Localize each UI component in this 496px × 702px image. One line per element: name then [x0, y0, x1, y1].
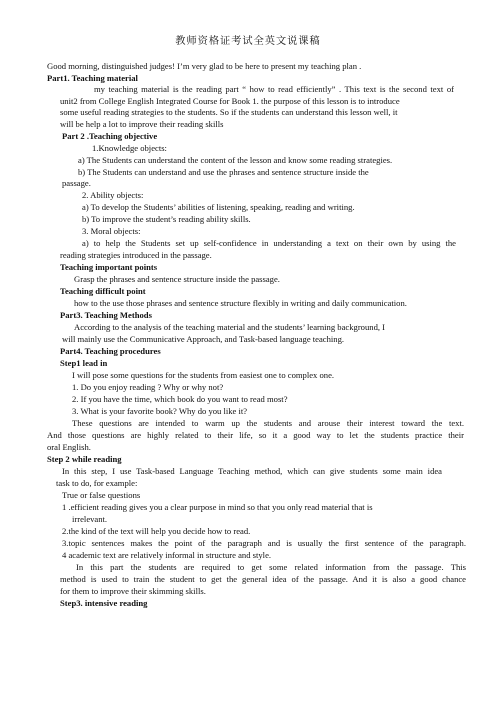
list-item: 3. What is your favorite book? Why do you like it?: [72, 406, 248, 416]
list-item: 3.topic sentences makes the point of the paragraph and is usually the first sentence of the paragraph.: [62, 538, 466, 548]
paragraph-line: how to the use those phrases and sentence structure flexibly in writing and daily communication.: [74, 298, 407, 308]
paragraph-line: will mainly use the Communicative Approach, and Task-based language teaching.: [62, 334, 345, 344]
step-heading-lead-in: Step1 lead in: [60, 358, 108, 368]
list-item-continuation: reading strategies introduced in the passage.: [60, 250, 212, 260]
section-heading-teaching-objective: Part 2 .Teaching objective: [62, 131, 158, 141]
paragraph-line: I will pose some questions for the students from easiest one to complex one.: [72, 370, 335, 380]
section-heading-important-points: Teaching important points: [60, 262, 158, 272]
paragraph-line: oral English.: [47, 442, 91, 452]
list-item: b) To improve the student’s reading ability skills.: [82, 214, 251, 224]
greeting-line: Good morning, distinguished judges! I’m very glad to be here to present my teaching plan .: [47, 61, 362, 71]
list-item: 4 academic text are relatively informal in structure and style.: [62, 550, 272, 560]
paragraph-line: unit2 from College English Integrated Course for Book 1. the purpose of this lesson is to introduce: [60, 96, 400, 106]
document-title: 教师资格证考试全英文说课稿: [175, 36, 321, 47]
paragraph-line: And those questions are highly related to their life, so it a good way to let the students practice their: [47, 430, 464, 440]
paragraph-line: Grasp the phrases and sentence structure inside the passage.: [74, 274, 280, 284]
subheading-line: True or false questions: [62, 490, 141, 500]
paragraph-line: In this part the students are required to get some related information from the passage. This: [76, 562, 466, 572]
paragraph-line: my teaching material is the reading part “ how to read efficiently” . This text is the second text of: [94, 84, 454, 94]
paragraph-line: for them to improve their skimming skills.: [60, 586, 206, 596]
subheading-line: 2. Ability objects:: [82, 190, 144, 200]
paragraph-line: In this step, I use Task-based Language Teaching method, which can give students some main idea: [62, 466, 442, 476]
section-heading-teaching-methods: Part3. Teaching Methods: [60, 310, 152, 320]
paragraph-line: some useful reading strategies to the students. So if the students can understand this lesson well, it: [60, 107, 398, 117]
list-item: 1 .efficient reading gives you a clear purpose in mind so that you only read material that is: [62, 502, 373, 512]
step-heading-intensive-reading: Step3. intensive reading: [60, 598, 148, 608]
paragraph-line: These questions are intended to warm up the students and arouse their interest toward the text.: [72, 418, 464, 428]
subheading-line: 3. Moral objects:: [82, 226, 141, 236]
paragraph-line: According to the analysis of the teaching material and the students’ learning background, I: [74, 322, 386, 332]
list-item: b) The Students can understand and use the phrases and sentence structure inside the: [78, 167, 369, 177]
list-item: 2. If you have the time, which book do you want to read most?: [72, 394, 288, 404]
list-item: 2.the kind of the text will help you decide how to read.: [62, 526, 251, 536]
list-item: 1. Do you enjoy reading ? Why or why not?: [72, 382, 224, 392]
section-heading-difficult-point: Teaching difficult point: [60, 286, 146, 296]
list-item: a) to help the Students set up self-confidence in understanding a text on their own by using the: [82, 238, 456, 248]
paragraph-line: will be help a lot to improve their reading skills: [60, 119, 224, 129]
list-item: a) The Students can understand the content of the lesson and know some reading strategies.: [78, 155, 393, 165]
paragraph-line: task to do, for example:: [56, 478, 138, 488]
paragraph-line: method is used to train the student to get the general idea of the passage. And it is also a good chance: [60, 574, 466, 584]
step-heading-while-reading: Step 2 while reading: [47, 454, 122, 464]
section-heading-teaching-material: Part1. Teaching material: [47, 73, 138, 83]
section-heading-teaching-procedures: Part4. Teaching procedures: [60, 346, 161, 356]
list-item: a) To develop the Students’ abilities of listening, speaking, reading and writing.: [82, 202, 355, 212]
list-item-continuation: passage.: [62, 178, 91, 188]
list-item-continuation: irrelevant.: [72, 514, 108, 524]
subheading-line: 1.Knowledge objects:: [92, 143, 167, 153]
